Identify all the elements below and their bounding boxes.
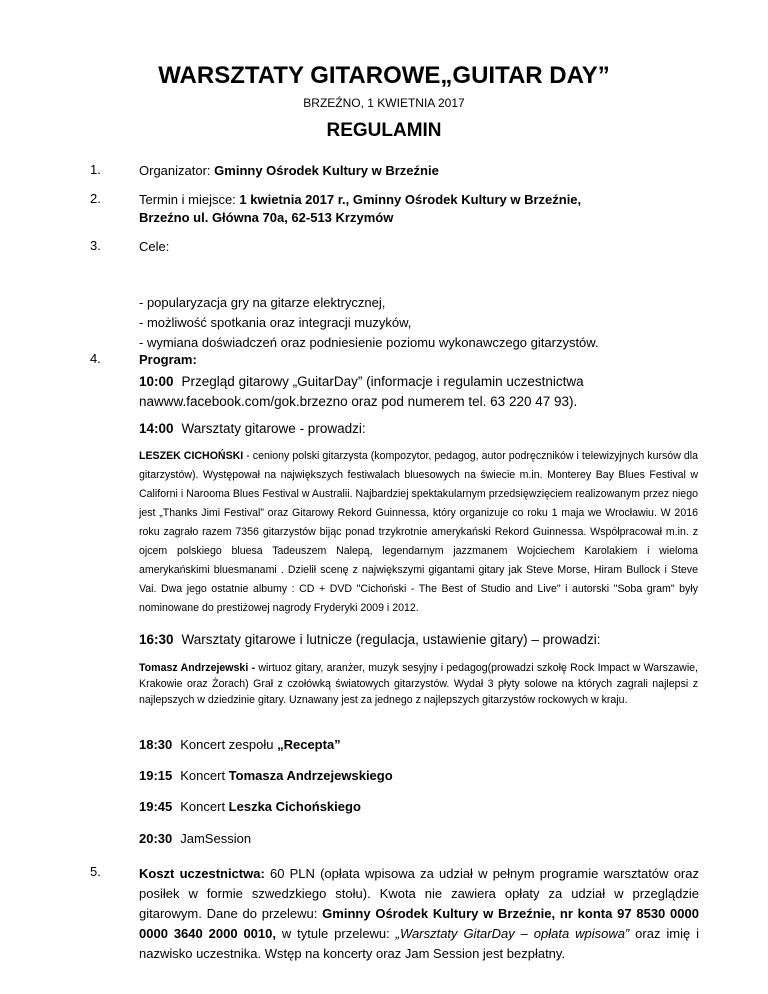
goal-item: - wymiana doświadczeń oraz podniesienie poziomu wykonawczego gitarzystów. — [139, 335, 599, 350]
program-time: 10:00 — [139, 374, 174, 389]
section-5-number: 5. — [90, 864, 101, 879]
section-1-number: 1. — [90, 162, 101, 177]
program-text: Przegląd gitarowy „GuitarDay” (informacje i regulamin uczestnictwa nawww.facebook.com/gok.brzezno oraz pod numerem tel. 63 220 47 93). — [139, 374, 584, 409]
program-text: Koncert — [180, 799, 229, 814]
program-item-luthier — [139, 630, 719, 650]
goal-item: - popularyzacja gry na gitarze elektrycznej, — [139, 295, 386, 310]
program-bold: Tomasza Andrzejewskiego — [228, 768, 393, 783]
document-title: WARSZTATY GITAROWE„GUITAR DAY” — [158, 62, 610, 89]
program-label: Program: — [139, 352, 197, 367]
section-2-number: 2. — [90, 191, 101, 206]
program-text: Warsztaty gitarowe i lutnicze (regulacja, ustawienie gitary) – prowadzi: — [181, 632, 601, 647]
section-2-date-place — [139, 191, 699, 227]
program-text: Koncert zespołu — [180, 737, 278, 752]
section-5-cost — [139, 864, 699, 964]
program-text: Koncert — [180, 768, 229, 783]
program-text: Warsztaty gitarowe - prowadzi: — [181, 421, 366, 436]
date-place-value-1: 1 kwietnia 2017 r., Gminny Ośrodek Kultury w Brzeźnie, — [239, 192, 582, 207]
bio-name: LESZEK CICHOŃSKI — [139, 450, 244, 462]
program-item-review — [139, 372, 699, 412]
program-item-jam — [139, 831, 709, 846]
program-time: 18:30 — [139, 737, 173, 752]
program-bold: „Recepta” — [277, 737, 341, 752]
section-1-organizer — [139, 162, 699, 180]
bio-text: - ceniony polski gitarzysta (kompozytor, pedagog, autor podręczników i telewizyjnych kursów dla gitarzystów). Występował na największych festiwalach bluesowych na świecie m.in. Monterey Bay Blues Festival w Californi i Narooma Blues Festival w Australii. Najbardziej spektakularnym przedsięwzięciem realizowanym przez niego jest „Thanks Jimi Festival” oraz Gitarowy Rekord Guinnessa, który organizuje co roku 1 maja we Wrocławiu. W 2016 roku zagrało razem 7356 gitarzystów bijąc ponad trzykrotnie amerykański Rekord Guinnessa. Współpracował m.in. z ojcem polskiego bluesa Tadeuszem Nalepą, legendarnym jazzmanem Wojciechem Karolakiem i wieloma amerykańskimi bluesmanami . Dzielił scenę z największymi gigantami gitary jak Steve Morse, Hiram Bullock i Steve Vai. Dwa jego ostatnie albumy : CD + DVD "Cichoński - The Best of Studio and Live" i autorski "Soba gram" były nominowane do prestiżowej nagrody Fryderyki 2009 i 2012. — [139, 450, 698, 614]
date-place-value-2: Brzeźno ul. Główna 70a, 62-513 Krzymów — [139, 210, 394, 225]
program-time: 20:30 — [139, 831, 173, 846]
date-place-label: Termin i miejsce: — [139, 192, 240, 207]
cost-text: w tytule przelewu: — [275, 926, 396, 941]
program-time: 19:15 — [139, 768, 173, 783]
program-bold: Leszka Cichońskiego — [228, 799, 361, 814]
program-text: JamSession — [180, 831, 252, 846]
regulamin-heading: REGULAMIN — [326, 120, 442, 141]
cost-text: 60 PLN (opłata wpisowa za udział w pełnym programie warsztatów oraz posiłek w formie szwedzkiego stołu). Kwota nie zawiera opłaty za udział w przeglądzie gitarowym. Dane do przelewu: — [139, 866, 699, 921]
bank-details: Gminny Ośrodek Kultury w Brzeźnie, nr konta 97 8530 0000 0000 3640 2000 0010, — [139, 906, 699, 941]
bio-text: wirtuoz gitary, aranżer, muzyk sesyjny i pedagog(prowadzi szkołę Rock Impact w Warszawie, Krakowie oraz Żorach) Grał z czołówką światowych gitarzystów. Wydał 3 płyty solowe na których zagrali najlepsi z najlepszych w dziedzinie gitary. Uznawany jest za jednego z najlepszych gitarzystów rockowych w kraju. — [139, 662, 699, 706]
cost-text: oraz imię i nazwisko uczestnika. Wstęp na koncerty oraz Jam Session jest bezpłatny. — [139, 926, 699, 961]
organizer-label: Organizator: — [139, 163, 215, 178]
goal-item: - możliwość spotkania oraz integracji muzyków, — [139, 315, 412, 330]
bio-name: Tomasz Andrzejewski - — [139, 662, 256, 674]
program-item-leszek-concert — [139, 799, 709, 814]
program-item-tomasz-concert — [139, 768, 709, 783]
goals-list — [139, 293, 699, 353]
program-time: 14:00 — [139, 421, 174, 436]
bio-tomasz-andrzejewski — [139, 660, 698, 708]
bio-leszek-cichonski — [139, 447, 698, 618]
program-time: 16:30 — [139, 632, 174, 647]
goals-label: Cele: — [139, 239, 170, 254]
transfer-title: „Warsztaty GitarDay – opłata wpisowa” — [395, 926, 630, 941]
section-4-number: 4. — [90, 351, 101, 366]
organizer-value: Gminny Ośrodek Kultury w Brzeźnie — [214, 163, 439, 178]
program-item-workshop — [139, 419, 699, 439]
section-3-number: 3. — [90, 238, 101, 253]
cost-label: Koszt uczestnictwa: — [139, 866, 265, 881]
document-subtitle: BRZEŹNO, 1 KWIETNIA 2017 — [303, 96, 465, 110]
program-time: 19:45 — [139, 799, 173, 814]
program-item-recepta — [139, 737, 709, 752]
